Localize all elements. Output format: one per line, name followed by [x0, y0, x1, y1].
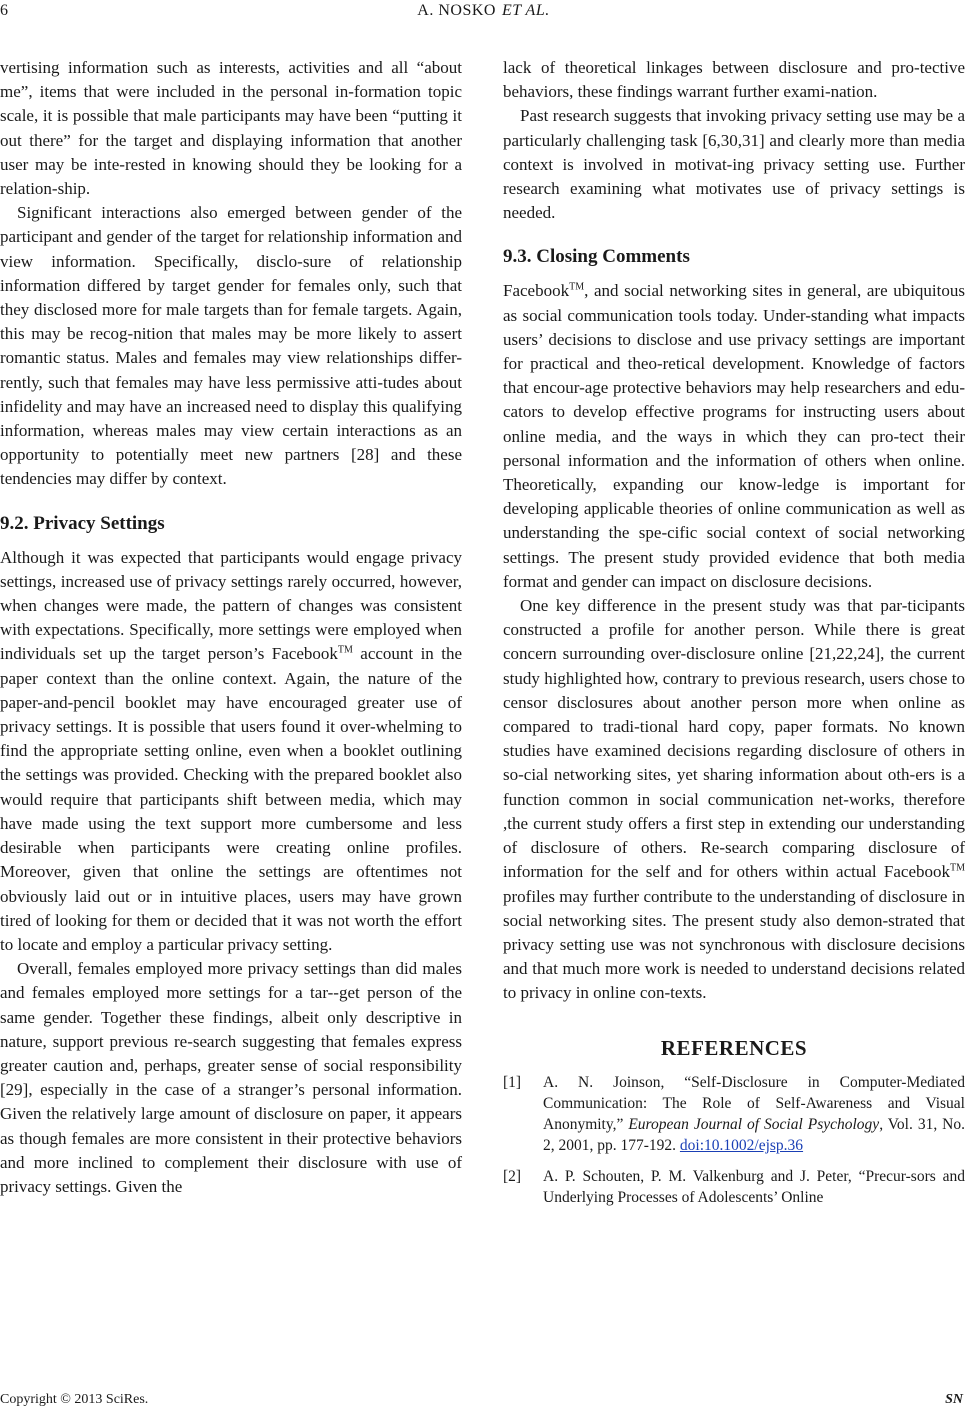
paragraph: Overall, females employed more privacy settings than did males and females employed more settings for a tar--get person of the same gender. Together these findings, albeit only descriptive in nature, support previous re-search suggesting that females express greater caution and, perhaps, greater sense of social responsibility [29], especially in the case of a stranger’s personal information. Given the relatively large amount of disclosure on paper, it appears as though females are more consistent in their protective behaviors and more inclined to complement their disclosure with use of privacy settings. Given the [0, 959, 462, 1196]
text-span: One key difference in the present study was that par-ticipants constructed a profile for another person. While there is great concern surrounding over-disclosure online [21,22,24], the current study highlighted how, contrary to previous research, users chose to censor disclosures about another person more when online as compared to tradi-tional hard copy, paper formats. No known studies have examined decisions regarding disclosure of others in so-cial networking sites, yet sharing information about oth-ers is a function common in social communication net-works, therefore ,the current study offers a first step in extending our understanding of disclosure of others. Re-search comparing disclosure of information for the self and for others within actual Facebook [503, 596, 965, 882]
trademark-superscript: TM [337, 644, 353, 656]
reference-item [503, 1166, 965, 1208]
paragraph: vertising information such as interests, activities and all “about me”, items that were included in the personal in-formation topic scale, it is possible that male participants may have been “putting it out there” for the target and displaying information that another user may be inte-rested in knowing should they be looking for a relation-ship. [0, 58, 462, 199]
paragraph: Past research suggests that invoking privacy setting use may be a particularly challenging task [6,30,31] and clearly more than media context is involved in motivat-ing privacy setting use. Further research examining what motivates use of privacy settings is needed. [503, 106, 965, 223]
footer-copyright: Copyright © 2013 SciRes. [0, 1392, 149, 1407]
paragraph: Significant interactions also emerged between gender of the participant and gender of the target for relationship information and view information. Specifically, disclo-sure of relationship information differed by target gender for females only, such that they disclosed more for male targets than for female targets. Again, this may be recog-nition that males may be more likely to assert romantic status. Males and females may view relationships differ-rently, such that females may have less permissive atti-tudes about infidelity and may have an increased need to display this qualifying information, whereas males may view certain interactions as an opportunity to potentially meet new partners [28] and these tendencies may differ by context. [0, 203, 462, 489]
text-span: account in the paper context than the online context. Again, the nature of the paper-and-pencil booklet may have encouraged greater use of privacy settings. It is possible that users found it over-whelming to find the appropriate setting online, even when a booklet outlining the settings was provided. Checking with the prepared booklet also would require that participants shift between media, which may have made using the text support more cumbersome and less desirable when participants were creating online profiles. Moreover, given that online the settings are oftentimes not obviously laid out or in intuitive places, users may have grown tired of looking for them or decided that it was not worth the effort to locate and employ a particular privacy setting. [0, 644, 462, 954]
page-number: 6 [0, 2, 8, 19]
text-span: Facebook [503, 281, 570, 301]
text-span: profiles may further contribute to the understanding of disclosure in social networking sites. The present study also demon-strated that privacy setting use was not synchronous with disclosure decisions and that much more work is needed to understand decisions related to privacy in online con-texts. [503, 886, 965, 1003]
running-head [0, 2, 967, 20]
section-heading-closing-comments: 9.3. Closing Comments [503, 246, 690, 268]
text-span: , Vol. 31, No. 2, 2001, pp. 177-192. [543, 1115, 965, 1154]
text-span: Although it was expected that participants would engage privacy settings, increased use of privacy settings rarely occurred, however, when changes were made, the pattern of changes was consistent with expectations. Specifically, more settings were employed when individuals set up the target person’s Facebook [0, 547, 462, 664]
trademark-superscript: TM [569, 281, 585, 293]
reference-text [543, 1072, 965, 1156]
journal-title: European Journal of Social Psychology [628, 1115, 880, 1133]
running-head-et-al: ET AL. [501, 2, 550, 19]
references-heading: REFERENCES [660, 1035, 808, 1060]
text-span: , and social networking sites in general, are ubiquitous as social communication tools today. Under-standing what impacts users’ decisions to disclose and use privacy settings are important for practical and theo-retical development. Knowledge of factors that encour-age protective behaviors may help researchers and edu-cators to develop effective programs for instructing users about online media, and the ways in which they can pro-tect their personal information and the information of others when online. Theoretically, expanding our know-ledge is important for developing applicable theories of online communication as well as understanding the spe-cific social context of social networking settings. The present study provided evidence that both media format and gender can impact on disclosure decisions. [503, 281, 965, 591]
paragraph: lack of theoretical linkages between disclosure and pro-tective behaviors, these findings warrant further exami-nation. [503, 58, 965, 102]
footer-journal-code: SN [945, 1392, 963, 1407]
reference-number: [1] [503, 1073, 522, 1091]
reference-number: [2] [503, 1167, 522, 1185]
reference-item [503, 1072, 965, 1156]
running-head-authors: A. NOSKO [417, 2, 496, 19]
left-column [0, 56, 462, 1199]
paragraph [0, 546, 462, 957]
trademark-superscript: TM [950, 862, 965, 874]
paragraph [503, 594, 965, 1005]
doi-link[interactable]: doi:10.1002/ejsp.36 [679, 1136, 804, 1154]
section-heading-privacy-settings: 9.2. Privacy Settings [0, 512, 165, 534]
reference-text: A. P. Schouten, P. M. Valkenburg and J. Peter, “Precur-sors and Underlying Processes of Adolescents’ Online [543, 1167, 965, 1206]
paragraph [503, 279, 965, 594]
text-span: A. N. Joinson, “Self-Disclosure in Computer-Mediated Communication: The Role of Self-Awareness and Visual Anonymity,” [543, 1073, 965, 1133]
right-column [503, 56, 965, 1218]
